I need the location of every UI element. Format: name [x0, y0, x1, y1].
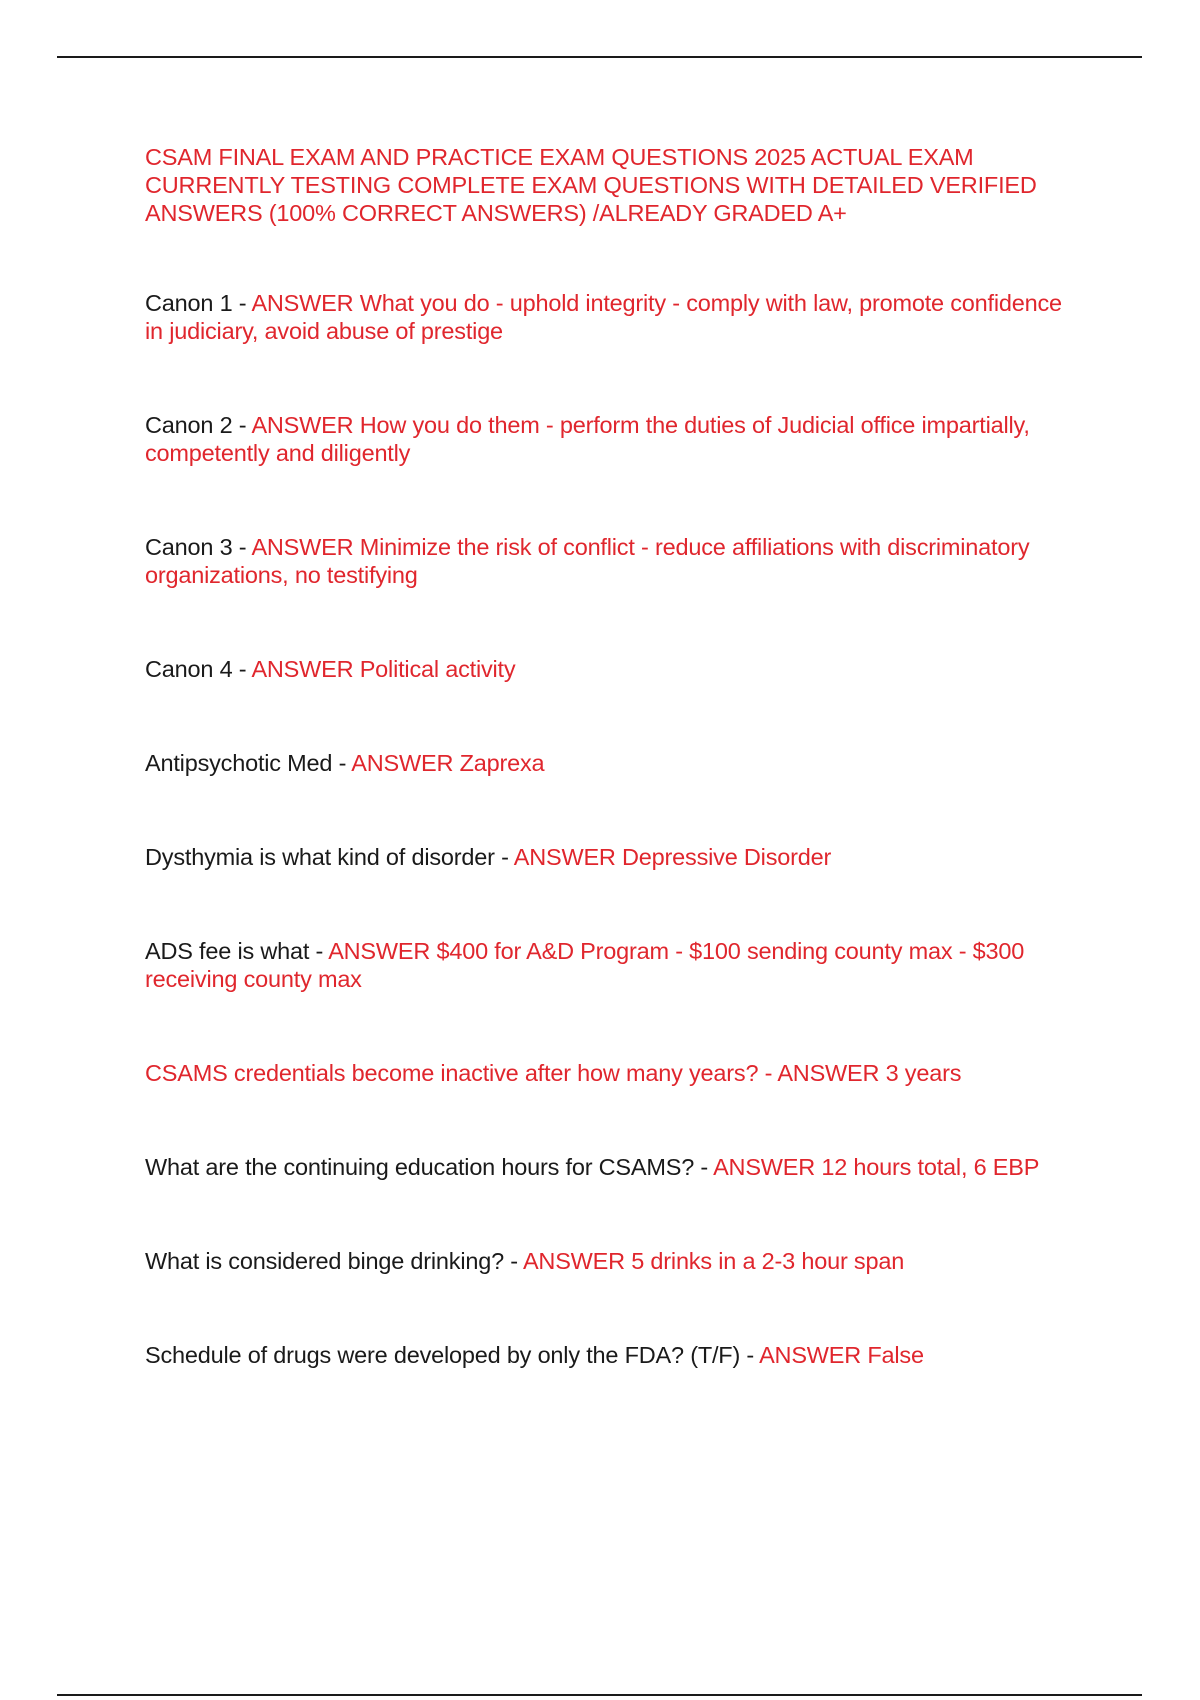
- question-text: Canon 2 -: [145, 412, 252, 438]
- answer-text: ANSWER Political activity: [251, 656, 516, 682]
- qa-item: [145, 533, 1085, 589]
- qa-item: [145, 655, 1085, 683]
- answer-text: ANSWER $400 for A&D Program - $100 sending county max - $300 receiving county max: [145, 938, 1025, 992]
- answer-text: ANSWER What you do - uphold integrity - comply with law, promote confidence in judiciary, avoid abuse of prestige: [145, 290, 1062, 344]
- question-text: Canon 4 -: [145, 656, 252, 682]
- qa-item: [145, 1341, 1085, 1369]
- question-text: Antipsychotic Med -: [145, 750, 352, 776]
- qa-item: [145, 749, 1085, 777]
- document-body: [145, 143, 1085, 1369]
- question-text: What are the continuing education hours for CSAMS? -: [145, 1154, 714, 1180]
- question-text: Schedule of drugs were developed by only the FDA? (T/F) -: [145, 1342, 760, 1368]
- qa-item: [145, 1153, 1085, 1181]
- answer-text: ANSWER False: [759, 1342, 924, 1368]
- qa-item: [145, 1059, 1085, 1087]
- qa-item: [145, 1247, 1085, 1275]
- document-title: CSAM FINAL EXAM AND PRACTICE EXAM QUESTIONS 2025 ACTUAL EXAM CURRENTLY TESTING COMPLETE EXAM QUESTIONS WITH DETAILED VERIFIED ANSWERS (100% CORRECT ANSWERS) /ALREADY GRADED A+: [145, 144, 1037, 226]
- answer-text: ANSWER Minimize the risk of conflict - reduce affiliations with discriminatory organizations, no testifying: [145, 534, 1030, 588]
- qa-item: [145, 937, 1085, 993]
- answer-text: ANSWER Zaprexa: [351, 750, 545, 776]
- question-text: Canon 1 -: [145, 290, 252, 316]
- qa-item: [145, 843, 1085, 871]
- answer-text: ANSWER How you do them - perform the duties of Judicial office impartially, competently and diligently: [145, 412, 1030, 466]
- bottom-rule: [57, 1694, 1142, 1696]
- question-text: CSAMS credentials become inactive after how many years? -: [145, 1060, 778, 1086]
- answer-text: ANSWER Depressive Disorder: [513, 844, 832, 870]
- question-text: Dysthymia is what kind of disorder -: [145, 844, 514, 870]
- top-rule: [57, 56, 1142, 58]
- qa-item: [145, 289, 1085, 345]
- question-text: What is considered binge drinking? -: [145, 1248, 523, 1274]
- question-text: Canon 3 -: [145, 534, 252, 560]
- answer-text: ANSWER 5 drinks in a 2-3 hour span: [522, 1248, 905, 1274]
- answer-text: ANSWER 12 hours total, 6 EBP: [713, 1154, 1040, 1180]
- answer-text: ANSWER 3 years: [777, 1060, 962, 1086]
- question-text: ADS fee is what -: [145, 938, 329, 964]
- qa-item: [145, 411, 1085, 467]
